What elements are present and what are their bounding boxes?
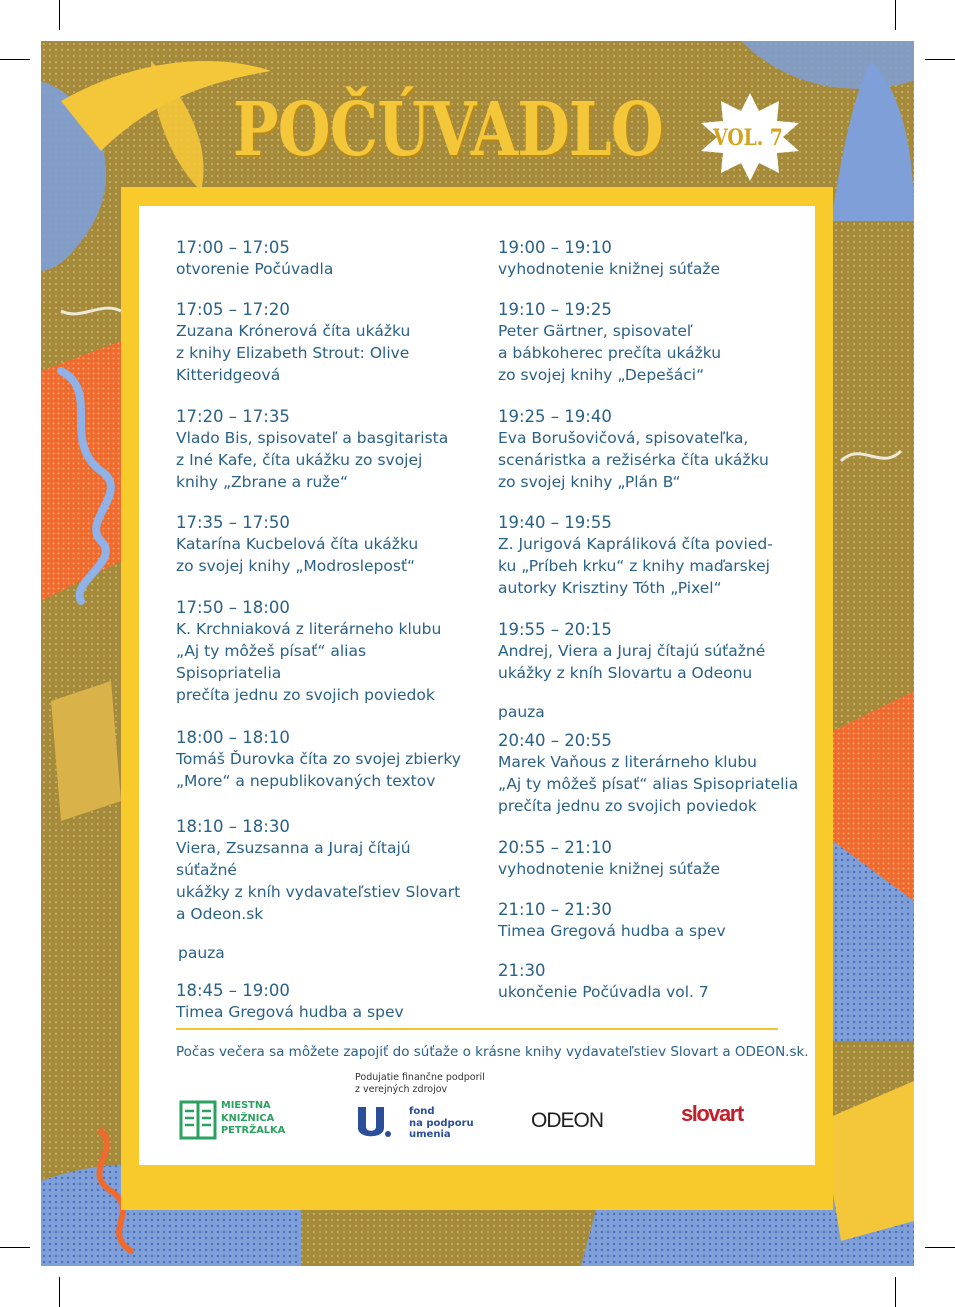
library-logo-line: KNIŽNICA [221, 1112, 275, 1124]
pause-label: pauza [498, 703, 545, 721]
schedule-left-column [176, 237, 476, 1023]
library-logo-line: PETRŽALKA [221, 1125, 286, 1136]
fund-logo-icon [355, 1101, 391, 1141]
volume-label: VOL. 7 [713, 125, 783, 151]
schedule-item [498, 899, 808, 942]
schedule-time: 17:00 – 17:05 [176, 238, 290, 257]
slovart-logo: slovart [681, 1101, 743, 1126]
schedule-description: Marek Vaňous z literárneho klubu [498, 753, 757, 771]
crop-mark [0, 1247, 30, 1248]
schedule-time: 18:45 – 19:00 [176, 981, 290, 1000]
schedule-time: 17:05 – 17:20 [176, 300, 290, 319]
schedule-description: Peter Gärtner, spisovateľ [498, 322, 693, 340]
schedule-item [498, 960, 808, 1003]
schedule-time: 18:10 – 18:30 [176, 817, 290, 836]
library-logo-line: MIESTNA [221, 1100, 271, 1111]
schedule-description: Tomáš Ďurovka číta zo svojej zbierky [176, 750, 461, 768]
schedule-description: otvorenie Počúvadla [176, 260, 334, 278]
crop-mark [59, 0, 60, 30]
schedule-time: 17:50 – 18:00 [176, 598, 290, 617]
schedule-description: scenáristka a režisérka číta ukážku [498, 451, 769, 469]
schedule-item [498, 730, 808, 817]
schedule-description: zo svojej knihy „Plán B“ [498, 473, 681, 491]
poster [41, 41, 914, 1266]
schedule-description: z knihy Elizabeth Strout: Olive [176, 344, 410, 362]
pause-label: pauza [178, 944, 225, 962]
schedule-description: a Odeon.sk [176, 905, 264, 923]
fund-logo-text [409, 1106, 474, 1141]
poster-title: POČÚVADLO [233, 87, 663, 173]
schedule-item [176, 727, 476, 792]
schedule-item [176, 816, 476, 925]
odeon-logo: ODEON [531, 1109, 604, 1132]
schedule-time: 19:25 – 19:40 [498, 407, 612, 426]
fund-logo-line: umenia [409, 1129, 451, 1140]
schedule-time: 19:10 – 19:25 [498, 300, 612, 319]
schedule-description: Vlado Bis, spisovateľ a basgitarista [176, 429, 449, 447]
schedule-description: „Aj ty môžeš písať“ alias Spisopriatelia [176, 642, 367, 682]
schedule-description: Zuzana Krónerová číta ukážku [176, 322, 411, 340]
schedule-description: ukončenie Počúvadla vol. 7 [498, 983, 709, 1001]
schedule-item [176, 406, 476, 493]
library-logo-text [221, 1100, 285, 1138]
schedule-description: Viera, Zsuzsanna a Juraj čítajú súťažné [176, 839, 411, 879]
crop-mark [895, 0, 896, 30]
contest-note: Počas večera sa môžete zapojiť do súťaže o krásne knihy vydavateľstiev Slovart a ODEON.sk. [176, 1044, 809, 1060]
fund-logo-line: fond [409, 1106, 435, 1117]
fund-logo-line: na podporu [409, 1117, 474, 1129]
schedule-description: Timea Gregová hudba a spev [176, 1003, 404, 1021]
schedule-description: K. Krchniaková z literárneho klubu [176, 620, 442, 638]
schedule-description: Timea Gregová hudba a spev [498, 922, 726, 940]
schedule-description: prečíta jednu zo svojich poviedok [176, 686, 435, 704]
schedule-time: 17:20 – 17:35 [176, 407, 290, 426]
schedule-time: 19:55 – 20:15 [498, 620, 612, 639]
schedule-description: Eva Borušovičová, spisovateľka, [498, 429, 749, 447]
footer-divider [176, 1028, 778, 1030]
schedule-description: ukážky z kníh Slovartu a Odeonu [498, 664, 753, 682]
schedule-time: 20:40 – 20:55 [498, 731, 612, 750]
schedule-time: 17:35 – 17:50 [176, 513, 290, 532]
schedule-item [498, 512, 808, 599]
schedule-description: Katarína Kucbelová číta ukážku [176, 535, 419, 553]
schedule-description: Kitteridgeová [176, 366, 281, 384]
schedule-description: vyhodnotenie knižnej súťaže [498, 860, 720, 878]
schedule-description: „Aj ty môžeš písať“ alias Spisopriatelia [498, 775, 799, 793]
schedule-time: 21:30 [498, 961, 546, 980]
schedule-description: zo svojej knihy „Modrosleposť“ [176, 557, 416, 575]
schedule-item [176, 597, 476, 706]
schedule-item [498, 299, 808, 386]
funding-line: Podujatie finančne podporil [355, 1072, 485, 1083]
schedule-description: ku „Príbeh krku“ z knihy maďarskej [498, 557, 770, 575]
schedule-right-column [498, 237, 808, 1003]
crop-mark [895, 1277, 896, 1307]
schedule-item [176, 299, 476, 386]
funding-note [355, 1072, 535, 1096]
schedule-item [176, 237, 476, 280]
schedule-description: prečíta jednu zo svojich poviedok [498, 797, 757, 815]
schedule-time: 18:00 – 18:10 [176, 728, 290, 747]
schedule-description: Andrej, Viera a Juraj čítajú súťažné [498, 642, 766, 660]
funding-line: z verejných zdrojov [355, 1084, 448, 1095]
schedule-description: „More“ a nepublikovaných textov [176, 772, 436, 790]
schedule-description: knihy „Zbrane a ruže“ [176, 473, 348, 491]
schedule-time: 19:00 – 19:10 [498, 238, 612, 257]
crop-mark [0, 59, 30, 60]
schedule-description: a bábkoherec prečíta ukážku [498, 344, 722, 362]
schedule-description: zo svojej knihy „Depešáci“ [498, 366, 705, 384]
schedule-time: 19:40 – 19:55 [498, 513, 612, 532]
schedule-item [176, 512, 476, 577]
schedule-item [176, 980, 476, 1023]
schedule-time: 20:55 – 21:10 [498, 838, 612, 857]
schedule-time: 21:10 – 21:30 [498, 900, 612, 919]
schedule-description: vyhodnotenie knižnej súťaže [498, 260, 720, 278]
schedule-description: z Iné Kafe, číta ukážku zo svojej [176, 451, 423, 469]
schedule-description: Z. Jurigová Kapráliková číta povied- [498, 535, 773, 553]
schedule-item [498, 619, 808, 684]
crop-mark [925, 1247, 955, 1248]
schedule-description: ukážky z kníh vydavateľstiev Slovart [176, 883, 461, 901]
crop-mark [59, 1277, 60, 1307]
schedule-item [498, 237, 808, 280]
schedule-item [498, 406, 808, 493]
schedule-description: autorky Krisztiny Tóth „Pixel“ [498, 579, 722, 597]
schedule-item [498, 837, 808, 880]
crop-mark [925, 59, 955, 60]
